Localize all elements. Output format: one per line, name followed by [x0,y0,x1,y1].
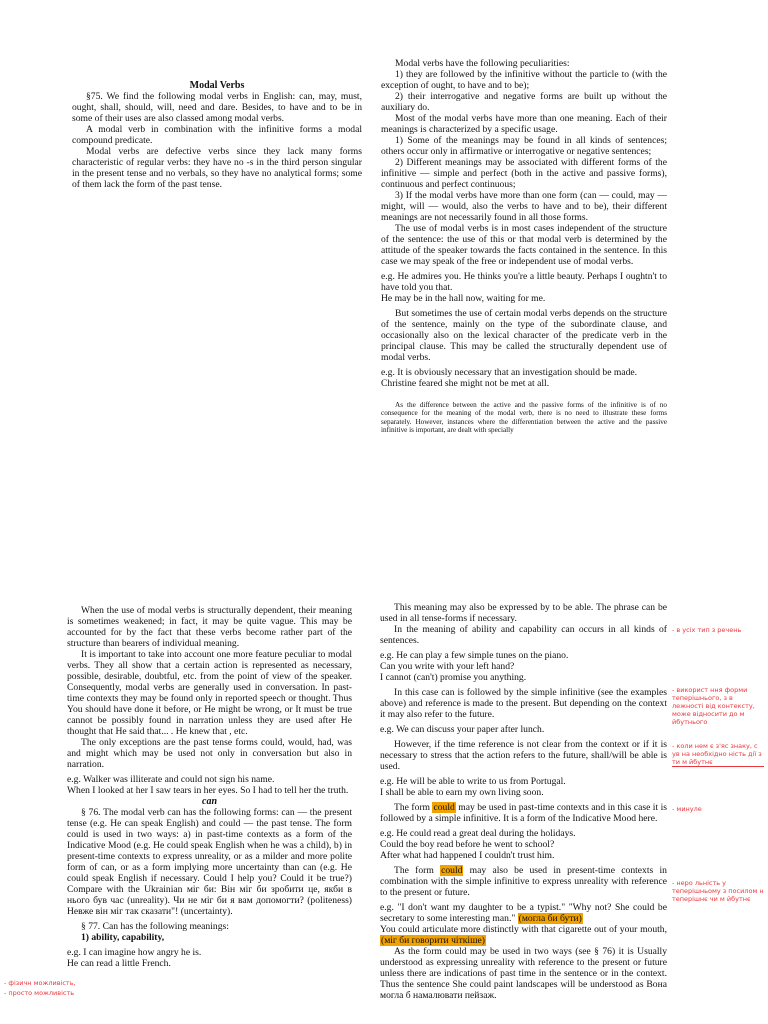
page2-left-column [67,605,352,969]
example-continuation: Can you write with your left hand? [380,661,515,672]
margin-note: - в усіх тип з речень [672,626,742,634]
example: e.g. He can play a few simple tunes on the piano. [380,650,569,661]
paragraph: 1) they are followed by the infinitive without the particle to (with the exception of ought, to have and to be); [381,69,667,91]
margin-note: - коли нем є з'яс знаку, с ув на необхідно ність дії з ти м йбутнє [672,742,764,767]
example-continuation: After what had happened I couldn't trust him. [380,850,555,861]
example-continuation: You could articulate more distinctly with that cigarette out of your mouth, (міг би говорити чіткіше) [380,924,667,946]
paragraph: Most of the modal verbs have more than one meaning. Each of their meanings is characterized by a specific usage. [381,113,667,135]
example: e.g. We can discuss your paper after lunch. [380,724,545,735]
example-continuation: When I looked at her I saw tears in her eyes. So I had to tell her the truth. [67,785,349,796]
paragraph-highlighted-could: The form could may be used in past-time contexts and in this case it is followed by a simple infinitive. It is a form of the Indicative Mood here. [380,802,667,824]
paragraph: In this case can is followed by the simple infinitive (see the examples above) and reference is made to the present. But depending on the context it may also refer to the future. [380,687,667,720]
example-continuation: He can read a little French. [67,958,171,969]
page1-left-column [72,80,362,190]
example: e.g. Walker was illiterate and could not sign his name. [67,774,275,785]
paragraph: §75. We find the following modal verbs in English: can, may, must, ought, shall, should, will, need and dare. Besides, to have and to be in some of their uses are also classed among modal verbs. [72,91,362,124]
page2-right-column [380,602,667,1001]
example-continuation: I cannot (can't) promise you anything. [380,672,527,683]
section-heading-can: can [202,796,217,807]
paragraph: This meaning may also be expressed by to be able. The phrase can be used in all tense-forms if necessary. [380,602,667,624]
paragraph: However, if the time reference is not clear from the context or if it is necessary to stress that the action refers to the future, shall/will be able is used. [380,739,667,772]
example: e.g. He will be able to write to us from Portugal. [380,776,566,787]
paragraph: 2) Different meanings may be associated with different forms of the infinitive — simple and perfect (both in the active and passive forms), continuous and perfect continuous; [381,157,667,190]
meaning-heading: 1) ability, capability, [81,932,165,943]
margin-note: - неро льність у теперішньому з посилом н теперішнє чи м йбутнє [672,879,764,903]
paragraph: § 77. Can has the following meanings: [81,921,229,932]
paragraph: A modal verb in combination with the infinitive forms a modal compound predicate. [72,124,362,146]
example-highlighted: e.g. "I don't want my daughter to be a typist." "Why not? She could be secretary to some interesting man." (могла би бути) [380,902,667,924]
paragraph-highlighted-could: The form could may also be used in present-time contexts in combination with the simple infinitive to express unreality with reference to the present or future. [380,865,667,898]
paragraph: It is important to take into account one more feature peculiar to modal verbs. They all show that a certain action is represented as necessary, possible, desirable, doubtful, etc. from the point of view of the speaker. Consequently, modal verbs are generally used in conversation. In past-time contexts they may be found only in reported speech or thought. Thus You should have done it before, or He might be wrong, or It must be true cannot be possibly found in narration unless they are used after He thought that He said that... . He knew that , etc. [67,649,352,737]
paragraph: The only exceptions are the past tense forms could, would, had, was and might which may be used not only in conversation but also in narration. [67,737,352,770]
example: e.g. I can imagine how angry he is. [67,947,202,958]
footnote: As the difference between the active and the passive forms of the infinitive is of no consequence for the meaning of the modal verb, there is no need to illustrate these forms separately. However, instances where the differentiation between the active and the passive infinitive is important, are dealt with specially [381,401,667,434]
section-heading-modal-verbs: Modal Verbs [189,80,245,91]
margin-note: - просто можливість [4,989,75,997]
example-continuation: He may be in the hall now, waiting for me. [381,293,546,304]
paragraph: Modal verbs have the following peculiarities: [395,58,570,69]
paragraph: 2) their interrogative and negative forms are built up without the auxiliary do. [381,91,667,113]
paragraph: In the meaning of ability and capability can occurs in all kinds of sentences. [380,624,667,646]
page1-right-column [381,58,667,434]
paragraph: When the use of modal verbs is structurally dependent, their meaning is sometimes weakened; in fact, it may be quite vague. This may be accounted for by the fact that these verbs become rather part of the structure than bearers of individual meaning. [67,605,352,649]
paragraph: But sometimes the use of certain modal verbs depends on the structure of the sentence, mainly on the type of the subordinate clause, and occasionally also on the lexical character of the predicate verb in the principal clause. This may be called the structurally dependent use of modal verbs. [381,308,667,363]
margin-note: - використ ння форми теперішнього, з в лежності від контексту, може відносити до м йбутнього [672,686,755,726]
example: e.g. It is obviously necessary that an investigation should be made. [381,367,638,378]
example-continuation: Could the boy read before he went to school? [380,839,555,850]
example: e.g. He admires you. He thinks you're a little beauty. Perhaps I oughtn't to have told you that. [381,271,667,293]
paragraph: 1) Some of the meanings may be found in all kinds of sentences; others occur only in affirmative or interrogative or negative sentences; [381,135,667,157]
paragraph: As the form could may be used in two ways (see § 76) it is Usually understood as expressing unreality with reference to the present or future unless there are indications of past time in the sentence or in the context. Thus the sentence She could paint landscapes will be understood as Вона могла б намалювати пейзаж. [380,946,667,1001]
example-continuation: I shall be able to earn my own living soon. [380,787,544,798]
margin-note: - фізичн можливість, [4,979,76,987]
paragraph: Modal verbs are defective verbs since they lack many forms characteristic of regular verbs: they have no -s in the third person singular in the present tense and no verbals, so they have no analytical forms; some of them lack the form of the past tense. [72,146,362,190]
paragraph: § 76. The modal verb can has the following forms: can — the present tense (e.g. He can speak English) and could — the past tense. The form could is used in two ways: a) in past-time contexts as a form of the Indicative Mood (e.g. He could speak English when he was a child), b) in present-time contexts to express unreality, or as a milder and more polite form of can, or as a form implying more uncertainty than can (e.g. He could speak English if necessary. Could I help you? Could it be true?) Compare with the Ukrainian міг би: Він міг би зробити це, якби в нього був час (unreality). Чи не міг би я вам допомогти? (politeness) Невже він міг так сказати"! (uncertainty). [67,807,352,917]
paragraph: 3) If the modal verbs have more than one form (can — could, may — might, will — would, also the verbs to have and to be), their different meanings are not necessarily found in all those forms. [381,190,667,223]
margin-note: - минуле [672,805,702,813]
example-continuation: Christine feared she might not be met at all. [381,378,550,389]
example: e.g. He could read a great deal during the holidays. [380,828,576,839]
paragraph: The use of modal verbs is in most cases independent of the structure of the sentence: the use of this or that modal verb is determined by the attitude of the speaker towards the facts contained in the sentence. In this case we may speak of the free or independent use of modal verbs. [381,223,667,267]
